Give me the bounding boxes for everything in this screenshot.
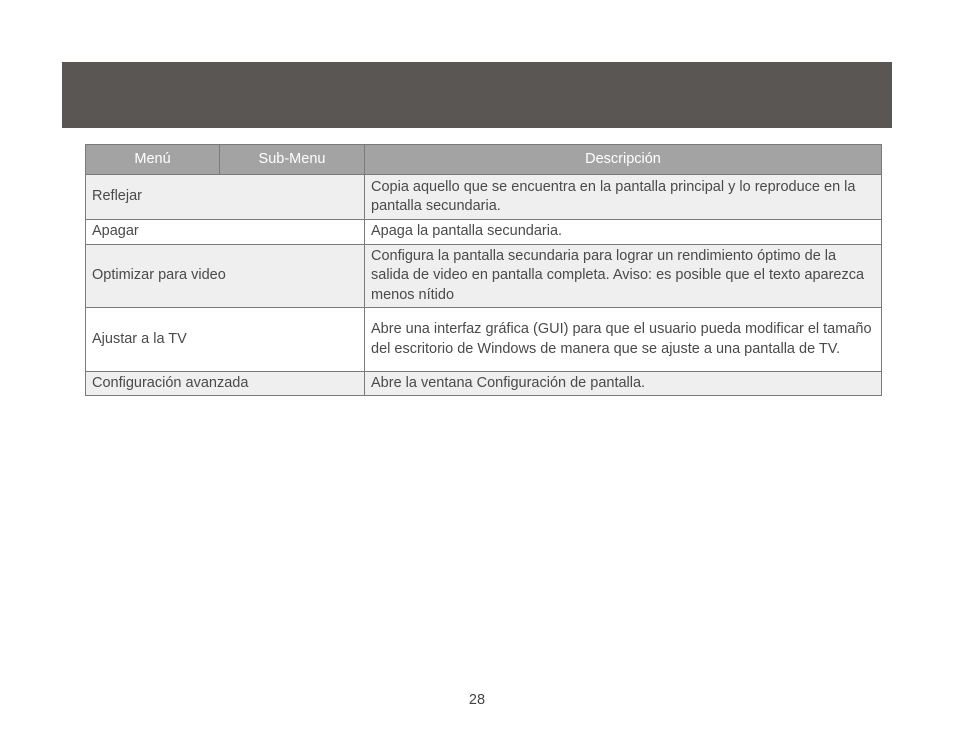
table-row xyxy=(86,372,882,396)
description-cell: Abre la ventana Configuración de pantalla. xyxy=(365,372,882,396)
table-row xyxy=(86,308,882,372)
description-cell: Configura la pantalla secundaria para lograr un rendimiento óptimo de la salida de video en pantalla completa. Aviso: es posible que el texto aparezca menos nítido xyxy=(365,245,882,308)
menu-description-table xyxy=(85,144,882,396)
header-description: Descripción xyxy=(365,145,882,175)
table-row xyxy=(86,245,882,308)
description-cell: Copia aquello que se encuentra en la pantalla principal y lo reproduce en la pantalla secundaria. xyxy=(365,175,882,220)
description-cell: Apaga la pantalla secundaria. xyxy=(365,220,882,245)
description-cell: Abre una interfaz gráfica (GUI) para que el usuario pueda modificar el tamaño del escritorio de Windows de manera que se ajuste a una pantalla de TV. xyxy=(365,308,882,372)
menu-cell: Reflejar xyxy=(86,175,365,220)
header-band xyxy=(62,62,892,128)
table-row xyxy=(86,220,882,245)
page-number: 28 xyxy=(468,692,486,708)
table-row xyxy=(86,175,882,220)
table-header-row xyxy=(86,145,882,175)
menu-cell: Configuración avanzada xyxy=(86,372,365,396)
menu-cell: Apagar xyxy=(86,220,365,245)
menu-cell: Ajustar a la TV xyxy=(86,308,365,372)
menu-cell: Optimizar para video xyxy=(86,245,365,308)
header-menu: Menú xyxy=(86,145,220,175)
header-submenu: Sub-Menu xyxy=(220,145,365,175)
